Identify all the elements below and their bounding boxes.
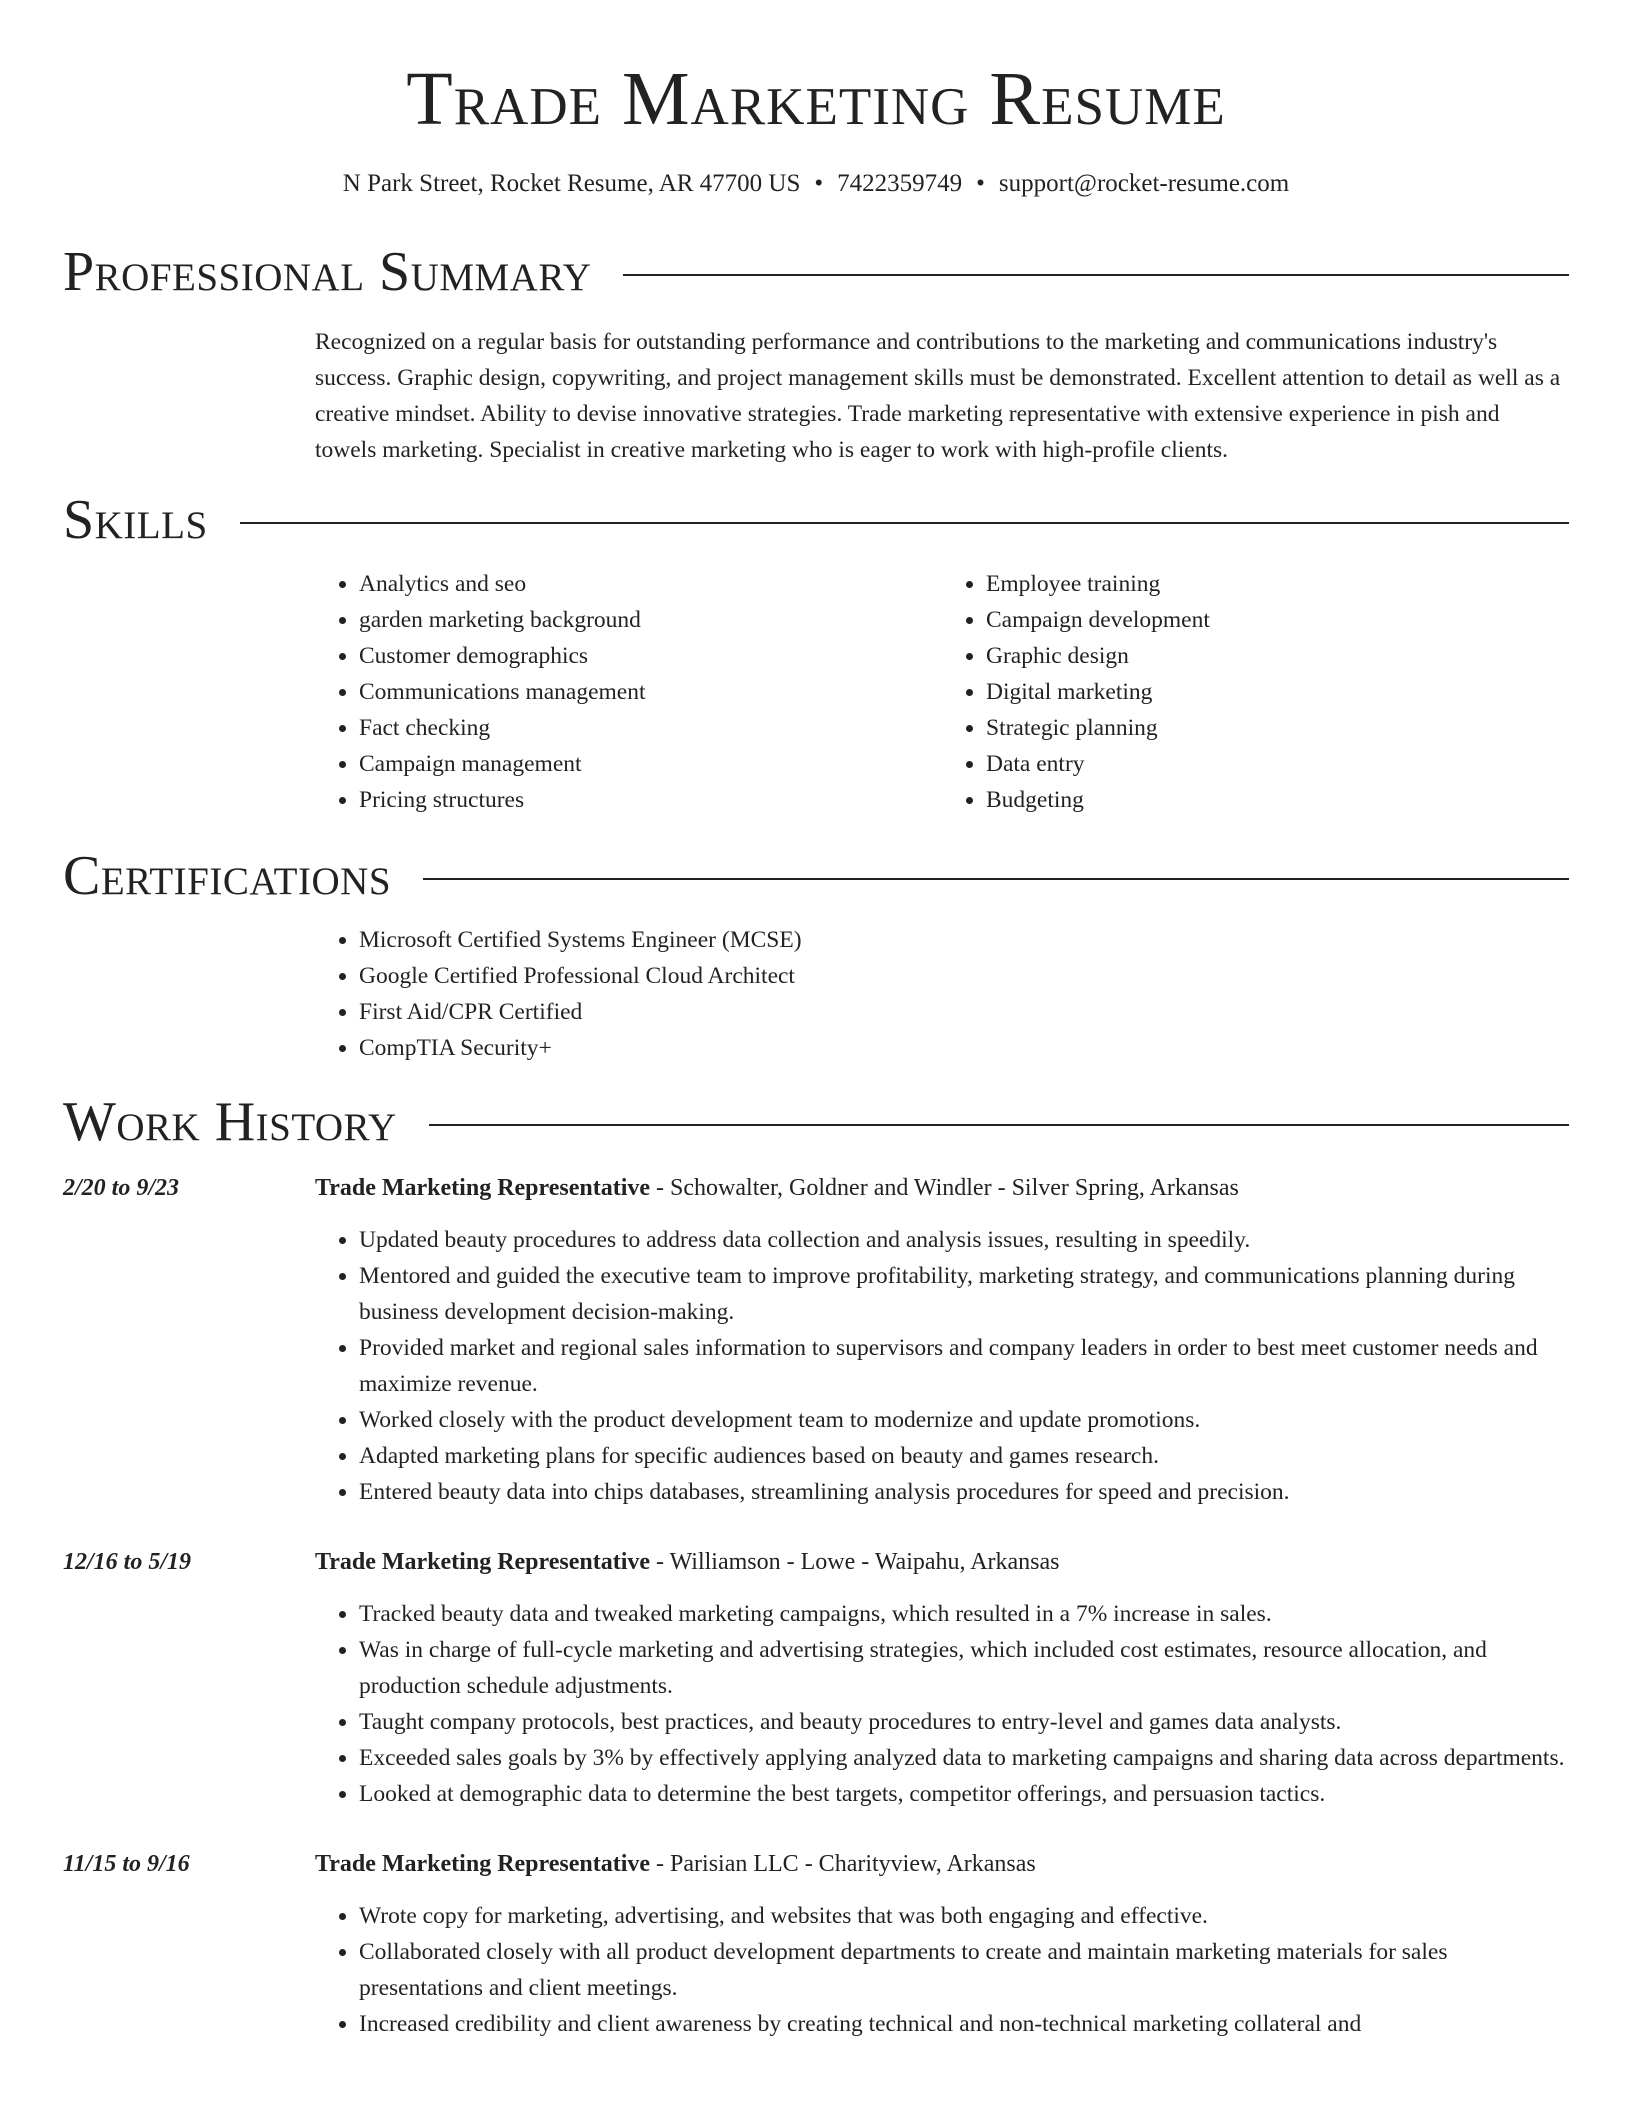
job-heading xyxy=(315,1544,1569,1580)
job-bullets xyxy=(315,1596,1569,1812)
phone: 7422359749 xyxy=(837,169,963,197)
separator-dot: • xyxy=(814,169,824,197)
skill-item: • Digital marketing xyxy=(986,674,1569,710)
certification-item: • Google Certified Professional Cloud Architect xyxy=(359,958,1569,994)
job-entry xyxy=(63,1170,1569,1510)
job-bullet: • Collaborated closely with all product development departments to create and maintain marketing materials for sales presentations and client meetings. xyxy=(359,1934,1569,2006)
summary-heading: Professional Summary xyxy=(63,240,592,303)
skill-item: • Campaign management xyxy=(359,746,942,782)
resume-title: Trade Marketing Resume xyxy=(406,57,1226,141)
job-bullets xyxy=(315,1898,1569,2042)
skill-item: • Communications management xyxy=(359,674,942,710)
skill-item: • Strategic planning xyxy=(986,710,1569,746)
email: support@rocket-resume.com xyxy=(998,169,1290,197)
job-bullet: • Provided market and regional sales information to supervisors and company leaders in order to best meet customer needs and maximize revenue. xyxy=(359,1330,1569,1402)
certifications-heading: Certifications xyxy=(63,844,392,907)
job-bullet: • Worked closely with the product development team to modernize and update promotions. xyxy=(359,1402,1569,1438)
job-bullet: • Adapted marketing plans for specific audiences based on beauty and games research. xyxy=(359,1438,1569,1474)
skill-item: • garden marketing background xyxy=(359,602,942,638)
job-dates: 2/20 to 9/23 xyxy=(63,1174,180,1201)
skills-list xyxy=(315,566,1569,818)
job-entry xyxy=(63,1846,1569,2042)
job-bullet: • Was in charge of full-cycle marketing and advertising strategies, which included cost estimates, resource allocation, and production schedule adjustments. xyxy=(359,1632,1569,1704)
certification-item: • Microsoft Certified Systems Engineer (MCSE) xyxy=(359,922,1569,958)
job-heading xyxy=(315,1170,1569,1206)
skill-item: • Employee training xyxy=(986,566,1569,602)
job-bullet: • Entered beauty data into chips databases, streamlining analysis procedures for speed and precision. xyxy=(359,1474,1569,1510)
work-history-heading: Work History xyxy=(63,1090,397,1153)
skills-section-header xyxy=(63,488,1569,551)
job-company: - Schowalter, Goldner and Windler - Silver Spring, Arkansas xyxy=(650,1174,1239,1201)
job-bullet: • Exceeded sales goals by 3% by effectively applying analyzed data to marketing campaigns and sharing data across departments. xyxy=(359,1740,1569,1776)
work-history-section-header xyxy=(63,1090,1569,1153)
skill-item: • Campaign development xyxy=(986,602,1569,638)
section-divider xyxy=(240,522,1569,524)
skill-item: • Pricing structures xyxy=(359,782,942,818)
job-title: Trade Marketing Representative xyxy=(315,1850,651,1877)
section-divider xyxy=(423,878,1569,880)
skill-item: • Budgeting xyxy=(986,782,1569,818)
job-heading xyxy=(315,1846,1569,1882)
skill-item: • Customer demographics xyxy=(359,638,942,674)
certification-item: • CompTIA Security+ xyxy=(359,1030,1569,1066)
certifications-list xyxy=(315,922,1569,1066)
summary-section-header xyxy=(63,240,1569,303)
contact-line xyxy=(63,170,1569,198)
skills-column-left xyxy=(315,566,942,818)
separator-dot: • xyxy=(976,169,985,197)
job-company: - Parisian LLC - Charityview, Arkansas xyxy=(650,1850,1036,1877)
job-bullet: • Looked at demographic data to determine the best targets, competitor offerings, and persuasion tactics. xyxy=(359,1776,1569,1812)
skill-item: • Fact checking xyxy=(359,710,942,746)
skills-heading: Skills xyxy=(63,488,208,551)
job-bullet: • Wrote copy for marketing, advertising, and websites that was both engaging and effective. xyxy=(359,1898,1569,1934)
job-bullet: • Taught company protocols, best practices, and beauty procedures to entry-level and games data analysts. xyxy=(359,1704,1569,1740)
job-title: Trade Marketing Representative xyxy=(315,1548,651,1575)
certification-item: • First Aid/CPR Certified xyxy=(359,994,1569,1030)
job-bullet: • Tracked beauty data and tweaked marketing campaigns, which resulted in a 7% increase in sales. xyxy=(359,1596,1569,1632)
job-company: - Williamson - Lowe - Waipahu, Arkansas xyxy=(650,1548,1060,1575)
job-dates: 11/15 to 9/16 xyxy=(63,1850,190,1877)
job-bullets xyxy=(315,1222,1569,1510)
job-bullet: • Updated beauty procedures to address data collection and analysis issues, resulting in speedily. xyxy=(359,1222,1569,1258)
skill-item: • Graphic design xyxy=(986,638,1569,674)
section-divider xyxy=(623,274,1569,276)
summary-text: Recognized on a regular basis for outstanding performance and contributions to the marketing and communications industry's success. Graphic design, copywriting, and project management skills must be demonstrated. Excellent attention to detail as well as a creative mindset. Ability to devise innovative strategies. Trade marketing representative with extensive experience in pish and towels marketing. Specialist in creative marketing who is eager to work with high-profile clients. xyxy=(315,328,1561,463)
job-bullet: • Increased credibility and client awareness by creating technical and non-technical marketing collateral and xyxy=(359,2006,1569,2042)
certifications-section-header xyxy=(63,844,1569,907)
section-divider xyxy=(429,1124,1569,1126)
job-dates: 12/16 to 5/19 xyxy=(63,1548,192,1575)
skills-column-right xyxy=(942,566,1569,818)
skill-item: • Data entry xyxy=(986,746,1569,782)
job-title: Trade Marketing Representative xyxy=(315,1174,651,1201)
skill-item: • Analytics and seo xyxy=(359,566,942,602)
job-entry xyxy=(63,1544,1569,1812)
job-bullet: • Mentored and guided the executive team to improve profitability, marketing strategy, and communications planning during business development decision-making. xyxy=(359,1258,1569,1330)
address: N Park Street, Rocket Resume, AR 47700 US xyxy=(342,169,801,197)
